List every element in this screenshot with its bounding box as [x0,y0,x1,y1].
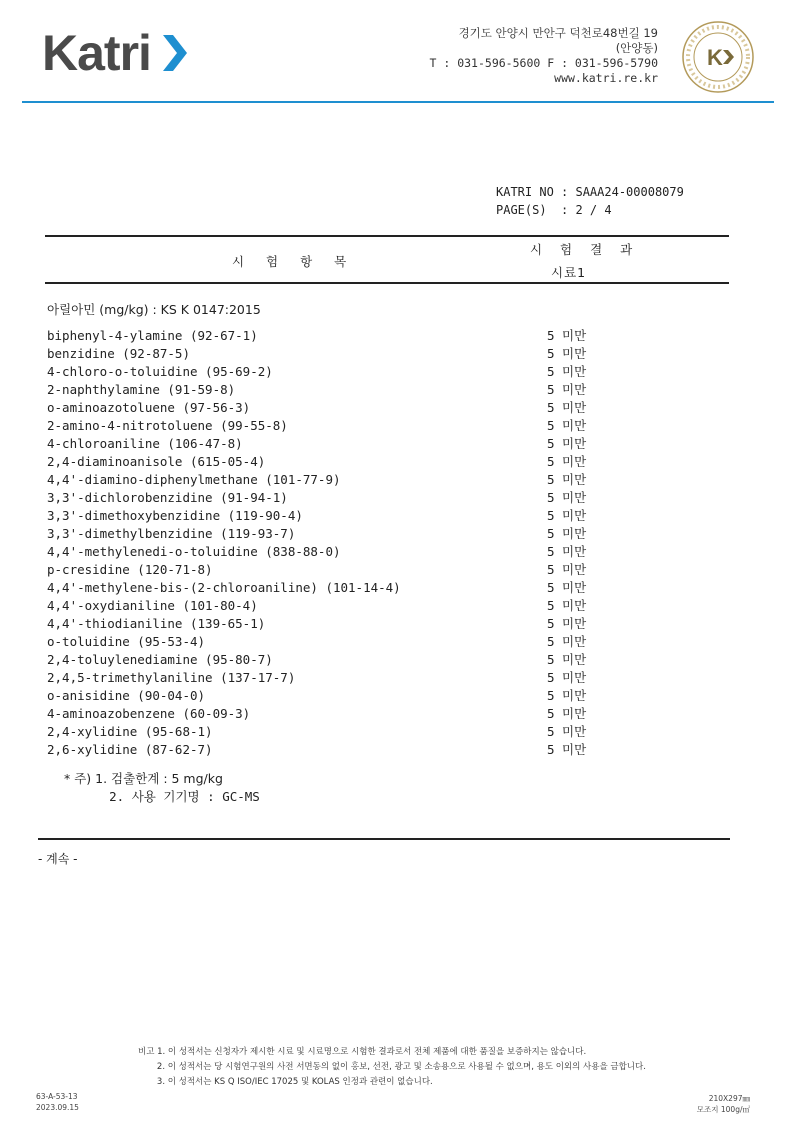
row-item: 2-naphthylamine (91-59-8) [47,382,236,397]
row-result: 5 미만 [547,508,587,523]
row-item: 4,4'-methylene-bis-(2-chloroaniline) (101-14-4) [47,580,401,595]
table-row [47,669,687,687]
row-result: 5 미만 [547,652,587,667]
table-row [47,543,687,561]
footer-note-1: 비고 1. 이 성적서는 신청자가 제시한 시료 및 시료명으로 시험한 결과로서 전체 제품에 대한 품질을 보증하지는 않습니다. [138,1047,587,1057]
table-row [47,633,687,651]
table-row [47,471,687,489]
table-row [47,723,687,741]
row-item: 4,4'-thiodianiline (139-65-1) [47,616,266,631]
row-result: 5 미만 [547,454,587,469]
table-row [47,327,687,345]
katri-logo [42,26,189,80]
row-result: 5 미만 [547,670,587,685]
row-item: o-toluidine (95-53-4) [47,634,206,649]
row-result: 5 미만 [547,688,587,703]
website: www.katri.re.kr [554,71,658,85]
row-item: 2-amino-4-nitrotoluene (99-55-8) [47,418,288,433]
table-row [47,525,687,543]
report-no-label: KATRI NO [496,185,554,199]
row-item: 4-aminoazobenzene (60-09-3) [47,706,251,721]
form-code-number: 63-A-53-13 [36,1092,78,1101]
column-header-item: 시 험 항 목 [232,254,356,269]
table-row [47,705,687,723]
table-row [47,561,687,579]
report-no-value: : SAAA24-00008079 [561,185,684,199]
row-result: 5 미만 [547,472,587,487]
table-row [47,453,687,471]
table-row [47,741,687,759]
table-header-rule [45,282,729,284]
address-block [430,26,658,86]
footer-note-3: 3. 이 성적서는 KS Q ISO/IEC 17025 및 KOLAS 인정과 관련이 없습니다. [138,1077,433,1087]
row-item: 3,3'-dimethylbenzidine (119-93-7) [47,526,296,541]
row-result: 5 미만 [547,634,587,649]
row-result: 5 미만 [547,544,587,559]
row-item: 3,3'-dichlorobenzidine (91-94-1) [47,490,288,505]
report-meta [496,183,684,219]
row-item: o-anisidine (90-04-0) [47,688,206,703]
row-result: 5 미만 [547,724,587,739]
row-item: 3,3'-dimethoxybenzidine (119-90-4) [47,508,303,523]
row-result: 5 미만 [547,346,587,361]
table-row [47,687,687,705]
logo-text: Katri [42,25,151,81]
row-result: 5 미만 [547,328,587,343]
form-code [36,1091,79,1113]
page-value: : 2 / 4 [561,203,612,217]
row-item: o-aminoazotoluene (97-56-3) [47,400,251,415]
row-result: 5 미만 [547,706,587,721]
continued-label: - 계속 - [38,852,78,866]
notes [64,770,260,806]
row-item: 2,4,5-trimethylaniline (137-17-7) [47,670,296,685]
header-divider [22,101,774,103]
table-row [47,651,687,669]
row-result: 5 미만 [547,580,587,595]
row-item: 4,4'-oxydianiline (101-80-4) [47,598,258,613]
table-row [47,507,687,525]
table-row [47,597,687,615]
footer-note-2: 2. 이 성적서는 당 시험연구원의 사전 서면동의 없이 홍보, 선전, 광고 및 소송용으로 사용될 수 없으며, 용도 이외의 사용을 금합니다. [138,1062,646,1072]
address-line-2: (안양동) [615,41,658,55]
result-rows [47,327,687,759]
row-item: 2,4-xylidine (95-68-1) [47,724,213,739]
row-result: 5 미만 [547,418,587,433]
row-item: biphenyl-4-ylamine (92-67-1) [47,328,258,343]
note-detection-limit: * 주) 1. 검출한계 : 5 mg/kg [64,771,223,786]
row-result: 5 미만 [547,598,587,613]
row-item: p-cresidine (120-71-8) [47,562,213,577]
seal-letter: K [707,45,723,70]
row-item: 2,4-diaminoanisole (615-05-4) [47,454,266,469]
table-row [47,489,687,507]
form-code-date: 2023.09.15 [36,1103,79,1112]
table-row [47,399,687,417]
table-row [47,435,687,453]
row-item: 2,4-toluylenediamine (95-80-7) [47,652,273,667]
test-method: 아릴아민 (mg/kg) : KS K 0147:2015 [47,302,261,317]
table-row [47,345,687,363]
page-label: PAGE(S) [496,203,547,217]
row-item: 4,4'-methylenedi-o-toluidine (838-88-0) [47,544,341,559]
table-row [47,381,687,399]
note-instrument: 2. 사용 기기명 : GC-MS [64,789,260,804]
footer-notes [138,1045,646,1090]
table-row [47,363,687,381]
row-item: 4,4'-diamino-diphenylmethane (101-77-9) [47,472,341,487]
chevron-right-icon [159,31,189,75]
paper-weight: 모조지 100g/㎡ [696,1105,750,1114]
row-result: 5 미만 [547,742,587,757]
row-result: 5 미만 [547,436,587,451]
address-line-1: 경기도 안양시 만안구 덕천로48번길 19 [458,26,658,40]
table-top-rule [45,235,729,237]
table-row [47,417,687,435]
table-row [47,579,687,597]
row-item: 4-chloroaniline (106-47-8) [47,436,243,451]
row-result: 5 미만 [547,400,587,415]
row-result: 5 미만 [547,616,587,631]
sample-label: 시료1 [551,265,587,280]
table-bottom-rule [38,838,730,840]
row-result: 5 미만 [547,490,587,505]
phone-fax: T : 031-596-5600 F : 031-596-5790 [429,56,658,70]
row-result: 5 미만 [547,526,587,541]
row-result: 5 미만 [547,562,587,577]
certification-seal-icon [681,20,755,94]
paper-size: 210X297㎜ [708,1094,750,1103]
table-row [47,615,687,633]
paper-spec [697,1093,750,1115]
row-item: benzidine (92-87-5) [47,346,190,361]
row-result: 5 미만 [547,364,587,379]
row-item: 4-chloro-o-toluidine (95-69-2) [47,364,273,379]
row-item: 2,6-xylidine (87-62-7) [47,742,213,757]
column-header-result: 시 험 결 과 [530,242,640,257]
row-result: 5 미만 [547,382,587,397]
